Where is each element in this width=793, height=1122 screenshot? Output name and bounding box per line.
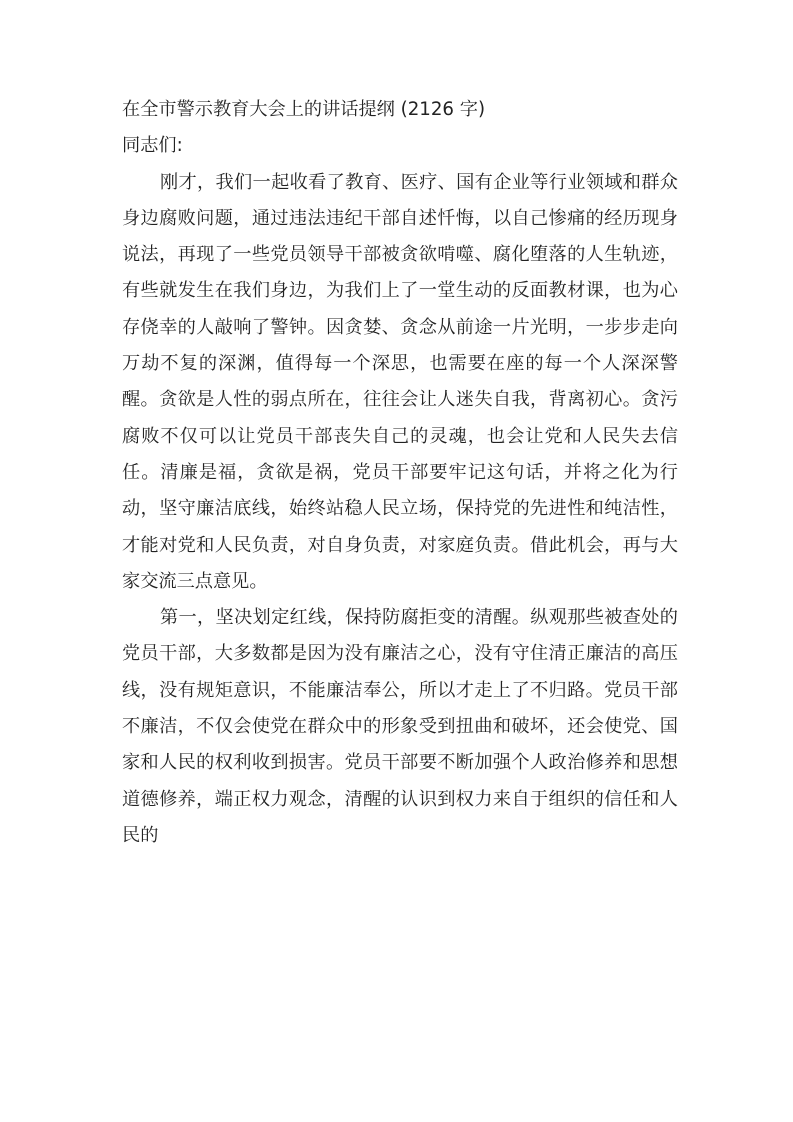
- paragraph-intro: 刚才，我们一起收看了教育、医疗、国有企业等行业领域和群众身边腐败问题，通过违法违纪干部自述忏悔，以自己惨痛的经历现身说法，再现了一些党员领导干部被贪欲啃噬、腐化堕落的人生轨迹，有些就发生在我们身边，为我们上了一堂生动的反面教材课，也为心存侥幸的人敲响了警钟。因贪婪、贪念从前途一片光明，一步步走向万劫不复的深渊，值得每一个深思，也需要在座的每一个人深深警醒。贪欲是人性的弱点所在，往往会让人迷失自我，背离初心。贪污腐败不仅可以让党员干部丧失自己的灵魂，也会让党和人民失去信任。清廉是福，贪欲是祸，党员干部要牢记这句话，并将之化为行动，坚守廉洁底线，始终站稳人民立场，保持党的先进性和纯洁性，才能对党和人民负责，对自身负责，对家庭负责。借此机会，再与大家交流三点意见。: [122, 171, 678, 592]
- paragraph-point-one: 第一，坚决划定红线，保持防腐拒变的清醒。纵观那些被查处的党员干部，大多数都是因为没有廉洁之心，没有守住清正廉洁的高压线，没有规矩意识，不能廉洁奉公，所以才走上了不归路。党员干部不廉洁，不仅会使党在群众中的形象受到扭曲和破坏，还会使党、国家和人民的权利收到损害。党员干部要不断加强个人政治修养和思想道德修养，端正权力观念，清醒的认识到权力来自于组织的信任和人民的: [122, 607, 678, 846]
- document-body: [122, 92, 678, 854]
- document-title: 在全市警示教育大会上的讲话提纲 (2126 字): [122, 99, 486, 120]
- salutation: 同志们:: [122, 135, 183, 157]
